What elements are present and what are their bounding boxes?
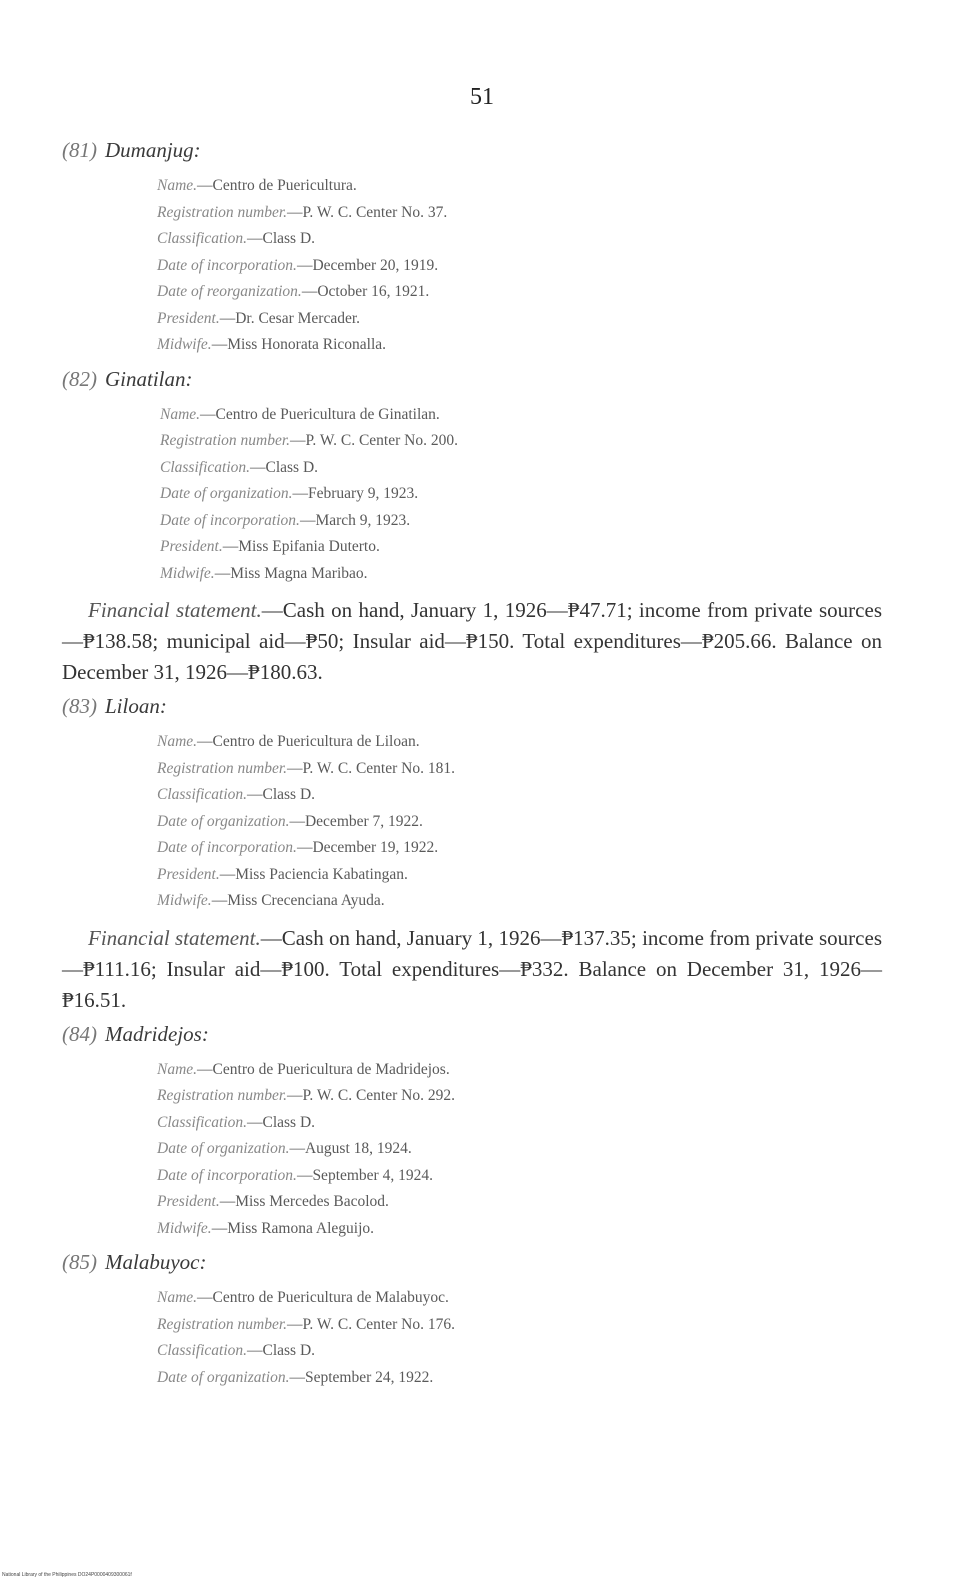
entry-number: (85) (62, 1250, 97, 1274)
town-name: Liloan: (105, 694, 167, 718)
field-registration (157, 200, 882, 227)
field-date-incorporation (157, 835, 882, 862)
field-value: —Miss Crecenciana Ayuda. (211, 892, 385, 909)
field-classification (160, 455, 882, 482)
field-value: —Centro de Puericultura. (197, 177, 357, 194)
financial-text: —Cash on hand, January 1, 1926—₱47.71; income from private sources—₱138.58; municipal aid—₱50; Insular aid—₱150. Total expenditures—₱205.66. Balance on December 31, 1926—₱180.63. (62, 598, 882, 684)
entry-heading (62, 138, 882, 163)
field-value: —Dr. Cesar Mercader. (219, 309, 361, 327)
entry-malabuyoc (62, 1250, 882, 1391)
field-label: Name. (157, 1060, 198, 1078)
field-label: Classification. (160, 458, 250, 476)
field-date-organization (157, 1136, 882, 1163)
entry-heading (62, 694, 882, 719)
field-label: President. (160, 538, 223, 555)
field-label: President. (157, 1193, 220, 1210)
field-value: —Centro de Puericultura de Ginatilan. (200, 405, 440, 423)
town-name: Dumanjug: (105, 138, 201, 162)
page-content (62, 132, 882, 1399)
financial-statement (62, 923, 882, 1016)
field-registration (157, 756, 882, 783)
field-label: Date of reorganization. (157, 283, 302, 300)
field-name (157, 729, 882, 756)
entry-heading (62, 1022, 882, 1047)
field-registration (157, 1083, 882, 1110)
field-name (157, 1285, 882, 1312)
entry-liloan (62, 694, 882, 1016)
field-value: —Miss Honorata Riconalla. (211, 336, 387, 353)
field-president (157, 306, 882, 333)
footer-caption: National Library of the Philippines DO24P0000409300061f (2, 1572, 132, 1578)
financial-label: Financial statement. (88, 925, 261, 950)
field-label: President. (157, 865, 220, 883)
field-value: —December 7, 1922. (289, 812, 423, 830)
field-label: Registration number. (160, 432, 291, 449)
entry-dumanjug (62, 138, 882, 359)
field-value: —Class D. (247, 1342, 316, 1359)
field-value: —Class D. (247, 1113, 316, 1131)
field-value: —March 9, 1923. (299, 511, 411, 529)
field-classification (157, 1338, 882, 1365)
field-name (157, 173, 882, 200)
field-value: —Class D. (247, 786, 316, 803)
field-list (62, 1057, 882, 1243)
entry-number: (82) (62, 366, 97, 391)
field-label: Classification. (157, 786, 247, 803)
field-label: Name. (157, 177, 198, 194)
field-value: —P. W. C. Center No. 181. (287, 759, 455, 777)
field-date-reorganization (157, 279, 882, 306)
field-president (157, 862, 882, 889)
field-label: Name. (157, 733, 198, 750)
financial-label: Financial statement. (88, 598, 262, 622)
entry-madridejos (62, 1022, 882, 1243)
field-list (62, 1285, 882, 1391)
financial-text: —Cash on hand, January 1, 1926—₱137.35; income from private sources—₱111.16; Insular aid—₱100. Total expenditures—₱332. Balance on December 31, 1926—₱16.51. (62, 925, 882, 1012)
field-label: Name. (157, 1289, 198, 1306)
field-value: —Miss Magna Maribao. (214, 564, 368, 582)
field-label: Midwife. (157, 1219, 212, 1237)
field-value: —February 9, 1923. (292, 485, 419, 502)
field-date-incorporation (160, 508, 882, 535)
field-label: Date of organization. (160, 485, 293, 502)
field-date-organization (157, 1365, 882, 1392)
field-list (62, 173, 882, 359)
field-label: Registration number. (157, 1315, 288, 1333)
entry-number: (83) (62, 694, 97, 718)
field-date-organization (160, 481, 882, 508)
page-number: 51 (470, 84, 494, 110)
entry-number: (84) (62, 1021, 97, 1046)
field-label: Date of organization. (157, 1368, 290, 1386)
field-midwife (157, 332, 882, 359)
field-label: Midwife. (157, 892, 212, 909)
field-label: Registration number. (157, 759, 288, 777)
field-president (160, 534, 882, 561)
field-value: —Miss Ramona Aleguijo. (211, 1219, 375, 1237)
field-value: —Miss Epifania Duterto. (222, 538, 380, 555)
town-name: Madridejos: (105, 1021, 209, 1046)
field-midwife (160, 561, 882, 588)
field-label: Date of incorporation. (157, 1166, 297, 1184)
field-value: —September 24, 1922. (289, 1368, 434, 1386)
field-value: —Miss Mercedes Bacolod. (219, 1193, 389, 1210)
field-label: Date of organization. (157, 812, 290, 830)
field-value: —Class D. (250, 458, 319, 476)
entry-ginatilan (62, 367, 882, 689)
field-date-incorporation (157, 253, 882, 280)
field-label: Date of incorporation. (157, 839, 297, 856)
field-value: —P. W. C. Center No. 200. (290, 432, 458, 449)
field-value: —August 18, 1924. (289, 1140, 412, 1157)
field-label: Date of incorporation. (160, 511, 300, 529)
entry-number: (81) (62, 138, 97, 162)
field-value: —Centro de Puericultura de Malabuyoc. (197, 1289, 449, 1306)
field-registration (160, 428, 882, 455)
field-value: —P. W. C. Center No. 292. (287, 1087, 455, 1104)
field-date-organization (157, 809, 882, 836)
field-value: —Centro de Puericultura de Liloan. (197, 733, 420, 750)
field-list (62, 729, 882, 915)
field-label: Midwife. (157, 336, 212, 353)
field-classification (157, 782, 882, 809)
field-value: —Miss Paciencia Kabatingan. (219, 865, 408, 883)
field-value: —December 20, 1919. (296, 256, 439, 274)
field-label: Date of organization. (157, 1140, 290, 1157)
field-name (160, 402, 882, 429)
field-label: Classification. (157, 1342, 247, 1359)
field-label: Registration number. (157, 1087, 288, 1104)
field-value: —Class D. (247, 230, 316, 247)
field-label: Registration number. (157, 203, 288, 221)
field-value: —October 16, 1921. (301, 283, 430, 300)
field-registration (157, 1312, 882, 1339)
town-name: Ginatilan: (105, 366, 193, 391)
field-date-incorporation (157, 1163, 882, 1190)
field-president (157, 1189, 882, 1216)
field-name (157, 1057, 882, 1084)
field-value: —December 19, 1922. (296, 839, 439, 856)
field-classification (157, 1110, 882, 1137)
field-midwife (157, 888, 882, 915)
entry-heading (62, 367, 882, 392)
field-label: President. (157, 309, 220, 327)
field-classification (157, 226, 882, 253)
field-label: Classification. (157, 230, 247, 247)
field-value: —September 4, 1924. (296, 1166, 433, 1184)
town-name: Malabuyoc: (105, 1250, 207, 1274)
field-midwife (157, 1216, 882, 1243)
field-value: —P. W. C. Center No. 37. (287, 203, 448, 221)
entry-heading (62, 1250, 882, 1275)
field-label: Name. (160, 405, 201, 423)
field-label: Midwife. (160, 564, 215, 582)
field-list (62, 402, 882, 588)
field-value: —P. W. C. Center No. 176. (287, 1315, 455, 1333)
financial-statement (62, 595, 882, 688)
field-value: —Centro de Puericultura de Madridejos. (197, 1060, 450, 1078)
field-label: Classification. (157, 1113, 247, 1131)
field-label: Date of incorporation. (157, 256, 297, 274)
